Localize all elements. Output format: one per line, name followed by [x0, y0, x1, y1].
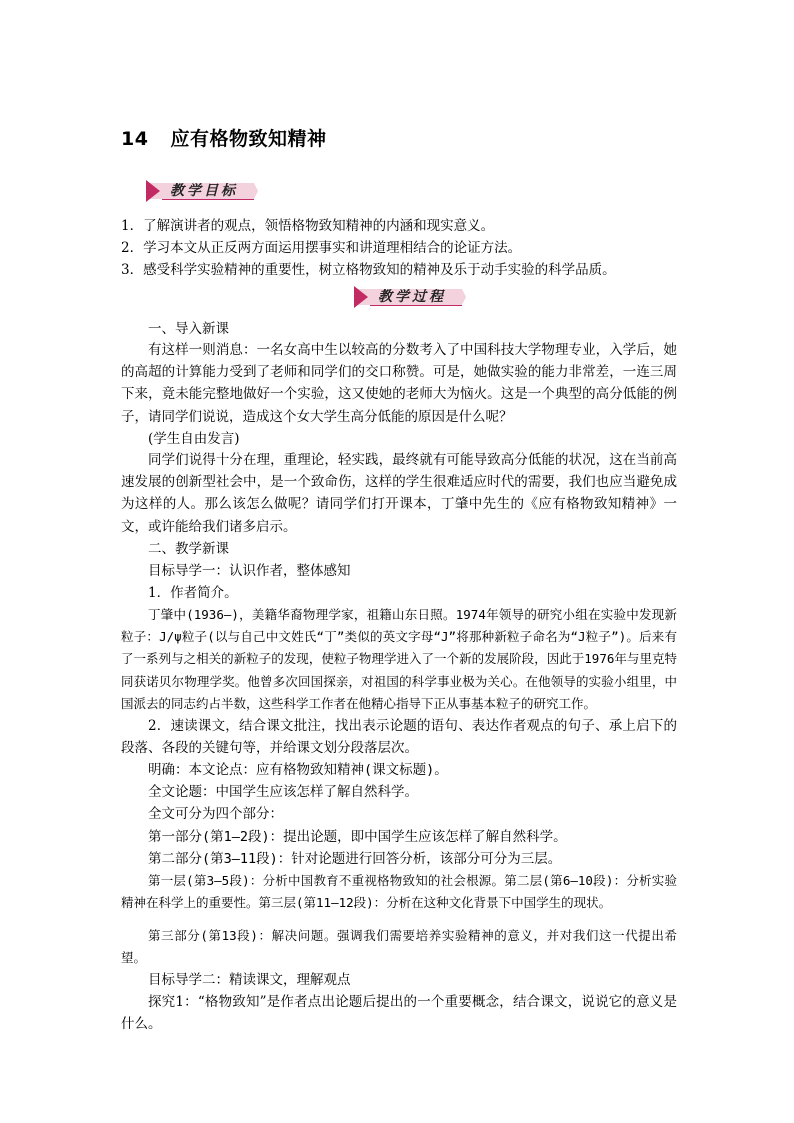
lesson-title-text: 应有格物致知精神: [170, 128, 327, 150]
student-speak-note: (学生自由发言): [148, 431, 240, 447]
goal-guide-1: 目标导学一：认识作者，整体感知: [148, 563, 351, 579]
author-bio-paragraph: 丁肇中(1936—)，美籍华裔物理学家，祖籍山东日照。1974年领导的研究小组在实验中发现新粒子：J/ψ粒子(以与自己中文姓氏“丁”类似的英文字母“J”将那种新粒子命名为“J粒子”)。后来有了一系列与之相关的新粒子的发现，使粒子物理学进入了一个新的发展阶段，因此于1976年与里克特同获诺贝尔物理学奖。他曾多次回国探亲，对祖国的科学事业极为关心。在他领导的实验小组里，中国派去的同志约占半数，这些科学工作者在他精心指导下正从事基本粒子的研究工作。: [121, 607, 677, 711]
goal-item-2: 2．学习本文从正反两方面运用摆事实和讲道理相结合的论证方法。: [121, 240, 522, 256]
lesson-number: 14: [121, 128, 149, 150]
part-three: 第三部分(第13段)：解决问题。强调我们需要培养实验精神的意义，并对我们这一代提出希望。: [121, 928, 677, 966]
goal-item-3: 3．感受科学实验精神的重要性，树立格物致知的精神及乐于动手实验的科学品质。: [121, 262, 616, 278]
step-author-intro: 1．作者简介。: [148, 585, 238, 601]
teaching-goals-banner: [146, 180, 258, 202]
part-two-layers: 第一层(第3—5段)：分析中国教育不重视格物致知的社会根源。第二层(第6—10段)：分析实验精神在科学上的重要性。第三层(第11—12段)：分析在这种文化背景下中国学生的现状。: [121, 873, 677, 911]
step-speed-reading: 2．速读课文，结合课文批注，找出表示论题的语句、表达作者观点的句子、承上启下的段落、各段的关键句等，并给课文划分段落层次。: [121, 718, 677, 757]
intro-paragraph-news: 有这样一则消息：一名女高中生以较高的分数考入了中国科技大学物理专业，入学后，她的高超的计算能力受到了老师和同学们的交口称赞。可是，她做实验的能力非常差，一连三周下来，竟未能完整地做好一个实验，这又使她的老师大为恼火。这是一个典型的高分低能的例子，请同学们说说，造成这个女大学生高分低能的原因是什么呢？: [121, 342, 677, 425]
clarify-topic: 全文论题：中国学生应该怎样了解自然科学。: [148, 784, 418, 800]
part-two: 第二部分(第3—11段)：针对论题进行回答分析，该部分可分为三层。: [148, 851, 562, 867]
part-one: 第一部分(第1—2段)：提出论题，即中国学生应该怎样了解自然科学。: [148, 829, 567, 845]
section-heading-intro: 一、导入新课: [148, 321, 229, 337]
teaching-process-heading: 教学过程: [378, 289, 446, 305]
clarify-thesis: 明确：本文论点：应有格物致知精神(课文标题)。: [148, 762, 448, 778]
lesson-title: [121, 124, 326, 151]
clarify-structure: 全文可分为四个部分：: [148, 806, 283, 822]
intro-paragraph-response: 同学们说得十分在理，重理论，轻实践，最终就有可能导致高分低能的状况，这在当前高速发展的创新型社会中，是一个致命伤，这样的学生很难适应时代的需要，我们也应当避免成为这样的人。那么该怎么做呢？请同学们打开课本，丁肇中先生的《应有格物致知精神》一文，或许能给我们诸多启示。: [121, 452, 677, 535]
explore-question-1: 探究1：“格物致知”是作者点出论题后提出的一个重要概念，结合课文，说说它的意义是什么。: [121, 994, 677, 1033]
section-heading-new-lesson: 二、教学新课: [148, 541, 229, 557]
teaching-process-banner: [354, 286, 466, 308]
goal-guide-2: 目标导学二：精读课文，理解观点: [148, 972, 351, 988]
teaching-goals-heading: 教学目标: [170, 183, 238, 199]
goal-item-1: 1．了解演讲者的观点，领悟格物致知精神的内涵和现实意义。: [121, 218, 495, 234]
